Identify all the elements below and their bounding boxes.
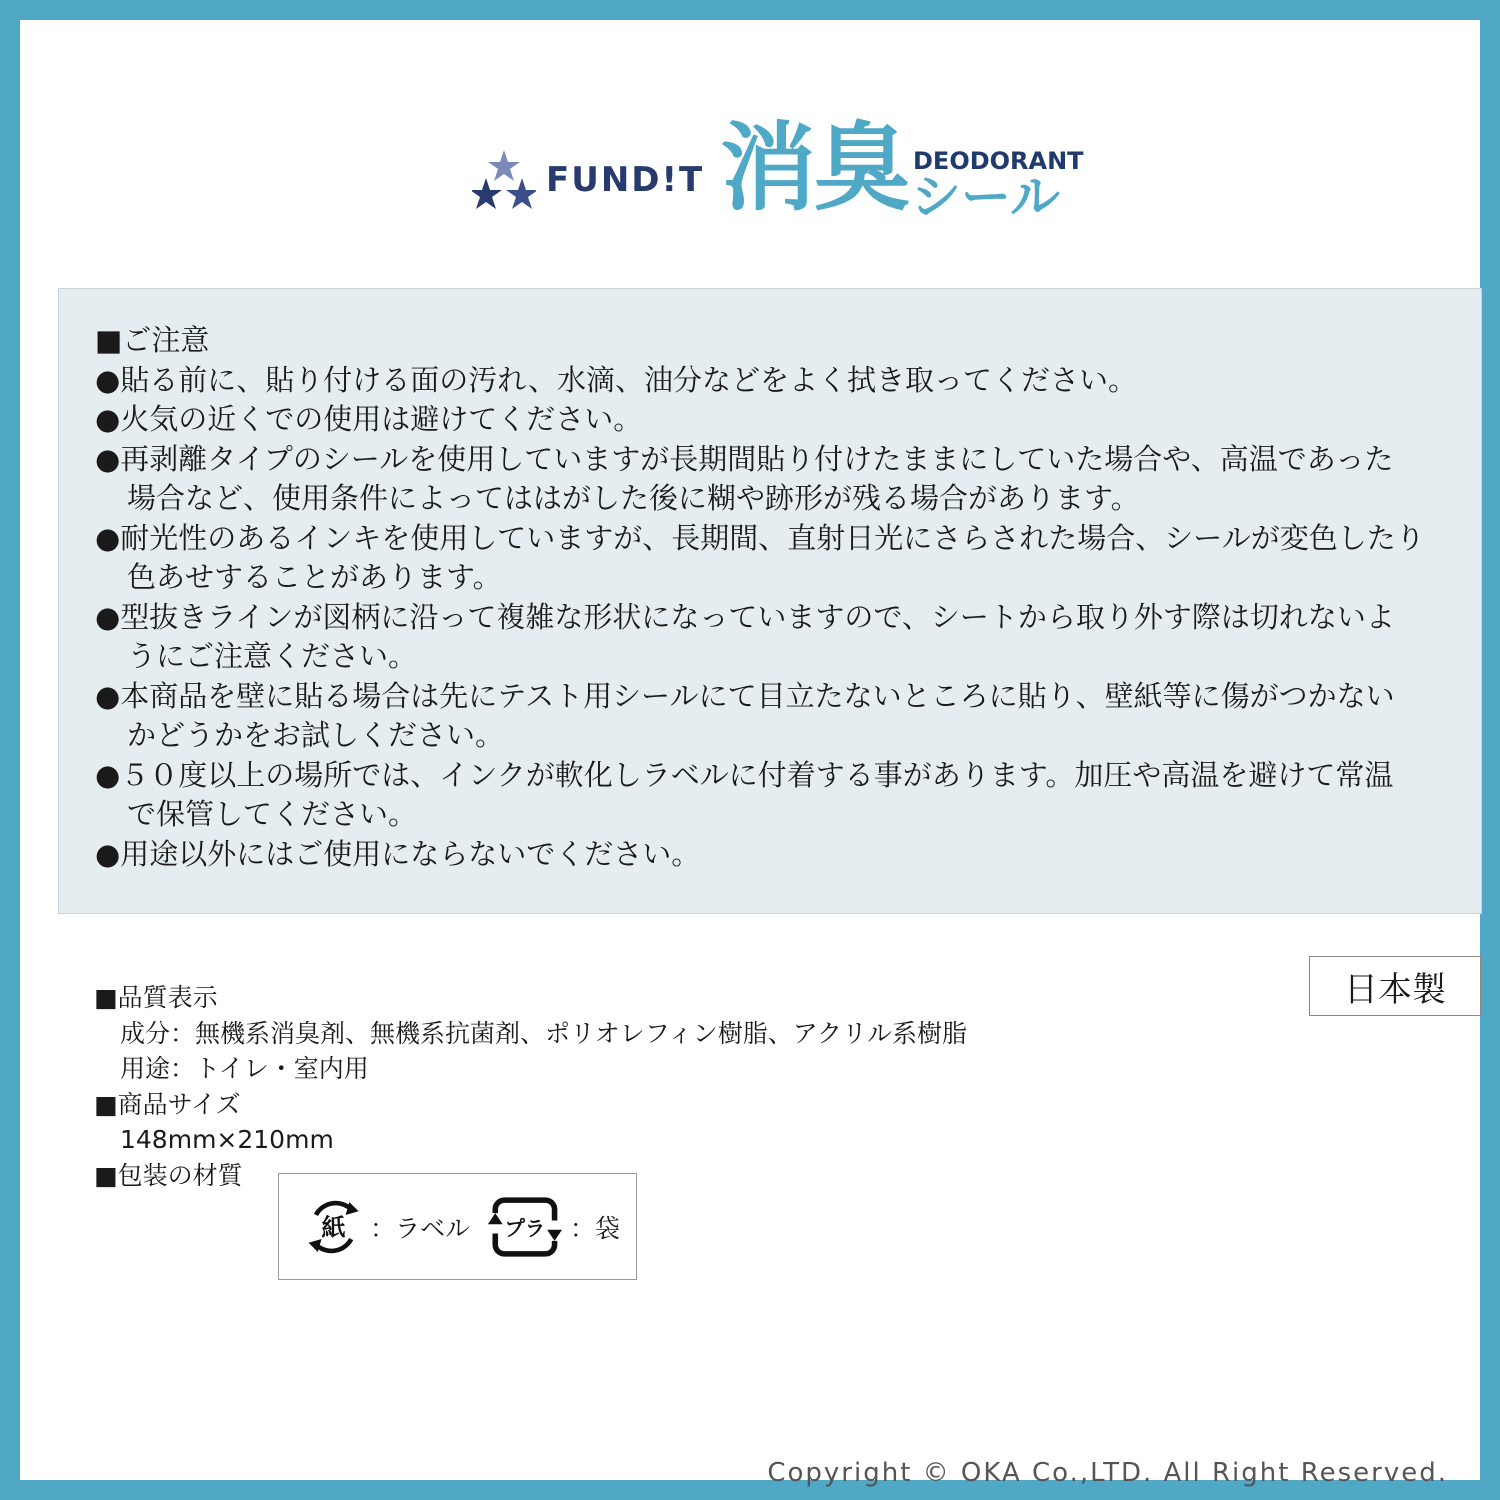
- caution-line: ●型抜きラインが図柄に沿って複雑な形状になっていますので、シートから取り外す際は切れないよ: [95, 599, 1395, 634]
- caution-line: ●用途以外にはご使用にならないでください。: [95, 836, 701, 871]
- paper-label: ：ラベル: [370, 1213, 471, 1243]
- brand-name: FUND!T: [546, 160, 705, 200]
- packaging-heading: ■包装の材質: [94, 1160, 243, 1190]
- caution-line: ●火気の近くでの使用は避けてください。: [95, 402, 643, 436]
- paper-mark-text: 紙: [321, 1212, 346, 1241]
- quality-section: [94, 980, 967, 1193]
- caution-line: ●再剥離タイプのシールを使用していますが長期間貼り付けたままにしていた場合や、高温であった: [95, 441, 1394, 476]
- plastic-mark-text: プラ: [504, 1215, 546, 1240]
- caution-line: うにご注意ください。: [127, 639, 418, 673]
- recycle-marks: [278, 1173, 637, 1280]
- paper-recycle-icon: [303, 1194, 364, 1260]
- ingredients-text: 成分：無機系消臭剤、無機系抗菌剤、ポリオレフィン樹脂、アクリル系樹脂: [120, 1018, 968, 1048]
- caution-line: 場合など、使用条件によってははがした後に糊や跡形が残る場合があります。: [127, 481, 1140, 515]
- copyright-text: Copyright © OKA Co.,LTD. All Right Reserved.: [767, 1458, 1448, 1488]
- caution-line: で保管してください。: [127, 797, 418, 831]
- caution-line: ●５０度以上の場所では、インクが軟化しラベルに付着する事があります。加圧や高温を避けて常温: [95, 757, 1394, 792]
- caution-line: ●耐光性のあるインキを使用していますが、長期間、直射日光にさらされた場合、シールが変色したり: [95, 520, 1425, 555]
- origin-badge: 日本製: [1309, 956, 1481, 1016]
- caution-content: [95, 321, 1465, 874]
- caution-panel: [58, 288, 1482, 914]
- brand-logo: [472, 148, 704, 212]
- usage-text: 用途：トイレ・室内用: [120, 1054, 369, 1083]
- caution-line: 色あせすることがあります。: [127, 560, 502, 594]
- plastic-label: ：袋: [569, 1213, 620, 1243]
- size-heading: ■商品サイズ: [94, 1089, 241, 1119]
- caution-heading: ■ご注意: [95, 323, 210, 357]
- size-text: 148mm×210mm: [120, 1125, 334, 1154]
- caution-line: かどうかをお試しください。: [127, 718, 505, 752]
- plastic-recycle-icon: [486, 1192, 564, 1262]
- quality-heading: ■品質表示: [94, 983, 218, 1012]
- product-title-english: DEODORANT: [913, 147, 1084, 175]
- star-cluster-icon: [472, 148, 536, 212]
- caution-line: ●貼る前に、貼り付ける面の汚れ、水滴、油分などをよく拭き取ってください。: [95, 362, 1138, 397]
- product-title: 消臭: [720, 112, 908, 224]
- product-subtitle: シール: [911, 168, 1060, 226]
- caution-line: ●本商品を壁に貼る場合は先にテスト用シールにて目立たないところに貼り、壁紙等に傷がつかない: [95, 678, 1395, 713]
